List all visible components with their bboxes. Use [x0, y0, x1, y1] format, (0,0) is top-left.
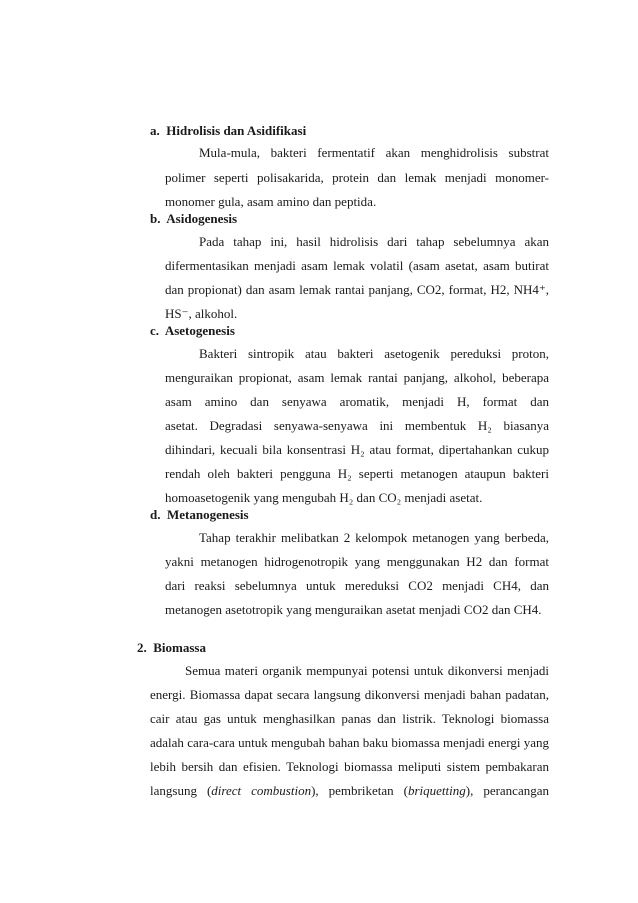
section-b-heading	[150, 211, 237, 227]
section-c-line-4: asetat. Degradasi senyawa-senyawa ini membentuk H₂ biasanya	[165, 418, 549, 433]
biomassa-label: 2.	[137, 640, 147, 655]
biomassa-line-1: Semua materi organik mempunyai potensi untuk dikonversi menjadi	[185, 663, 549, 678]
term-briquetting: briquetting	[407, 783, 466, 798]
section-d-title: Metanogenesis	[166, 507, 249, 522]
section-b-line-3: dan propionat) dan asam lemak rantai panjang, CO2, format, H2, NH4⁺,	[165, 282, 549, 297]
section-c-line-3: asam amino dan senyawa aromatik, menjadi H, format dan	[165, 394, 549, 409]
term-direct-combustion: direct combustion	[211, 783, 312, 798]
section-c-heading	[150, 323, 235, 339]
section-b-label: b.	[150, 211, 161, 226]
biomassa-heading	[137, 640, 206, 656]
section-d-line-2: yakni metanogen hidrogenotropik yang menggunakan H2 dan format	[165, 554, 549, 569]
section-d-line-4: metanogen asetotropik yang menguraikan asetat menjadi CO2 dan CH4.	[165, 602, 542, 617]
section-d-line-3: dari reaksi sebelumnya untuk mereduksi CO2 menjadi CH4, dan	[165, 578, 549, 593]
section-c-line-1: Bakteri sintropik atau bakteri asetogenik pereduksi proton,	[199, 346, 549, 361]
section-c-line-6: rendah oleh bakteri pengguna H₂ seperti metanogen ataupun bakteri	[165, 466, 549, 481]
section-b-line-1: Pada tahap ini, hasil hidrolisis dari tahap sebelumnya akan	[199, 234, 549, 249]
biomassa-line-6	[150, 783, 549, 799]
section-d-heading	[150, 507, 249, 523]
biomassa-line-6-part-3: ), perancangan	[465, 783, 549, 798]
section-b-line-2: difermentasikan menjadi asam lemak volatil (asam asetat, asam butirat	[165, 258, 549, 273]
biomassa-line-4: adalah cara-cara untuk mengubah bahan baku biomassa menjadi energi yang	[150, 735, 549, 750]
section-d-line-1: Tahap terakhir melibatkan 2 kelompok metanogen yang berbeda,	[199, 530, 549, 545]
section-b-title: Asidogenesis	[166, 211, 238, 226]
section-d-label: d.	[150, 507, 161, 522]
section-c-line-2: menguraikan propionat, asam lemak rantai panjang, alkohol, beberapa	[165, 370, 549, 385]
section-a-line-3: monomer gula, asam amino dan peptida.	[165, 194, 377, 209]
biomassa-line-5: lebih bersih dan efisien. Teknologi biomassa meliputi sistem pembakaran	[150, 759, 549, 774]
biomassa-line-6-part-1: langsung (	[150, 783, 212, 798]
section-c-title: Asetogenesis	[164, 323, 235, 338]
section-a-title: Hidrolisis dan Asidifikasi	[166, 123, 307, 138]
section-c-line-5: dihindari, kecuali bila konsentrasi H₂ atau format, dipertahankan cukup	[165, 442, 549, 457]
biomassa-line-2: energi. Biomassa dapat secara langsung dikonversi menjadi bahan padatan,	[150, 687, 549, 702]
section-c-label: c.	[150, 323, 160, 338]
biomassa-line-3: cair atau gas untuk menghasilkan panas dan listrik. Teknologi biomassa	[150, 711, 549, 726]
biomassa-title: Biomassa	[153, 640, 206, 655]
section-b-line-4: HS⁻, alkohol.	[165, 306, 238, 321]
section-a-line-1: Mula-mula, bakteri fermentatif akan menghidrolisis substrat	[199, 145, 549, 160]
section-c-line-7: homoasetogenik yang mengubah H₂ dan CO₂ menjadi asetat.	[165, 490, 483, 505]
section-a-line-2: polimer seperti polisakarida, protein dan lemak menjadi monomer-	[165, 170, 549, 185]
section-a-label: a.	[150, 123, 160, 138]
section-a-heading	[150, 123, 306, 139]
biomassa-line-6-part-2: ), pembriketan (	[311, 783, 408, 798]
